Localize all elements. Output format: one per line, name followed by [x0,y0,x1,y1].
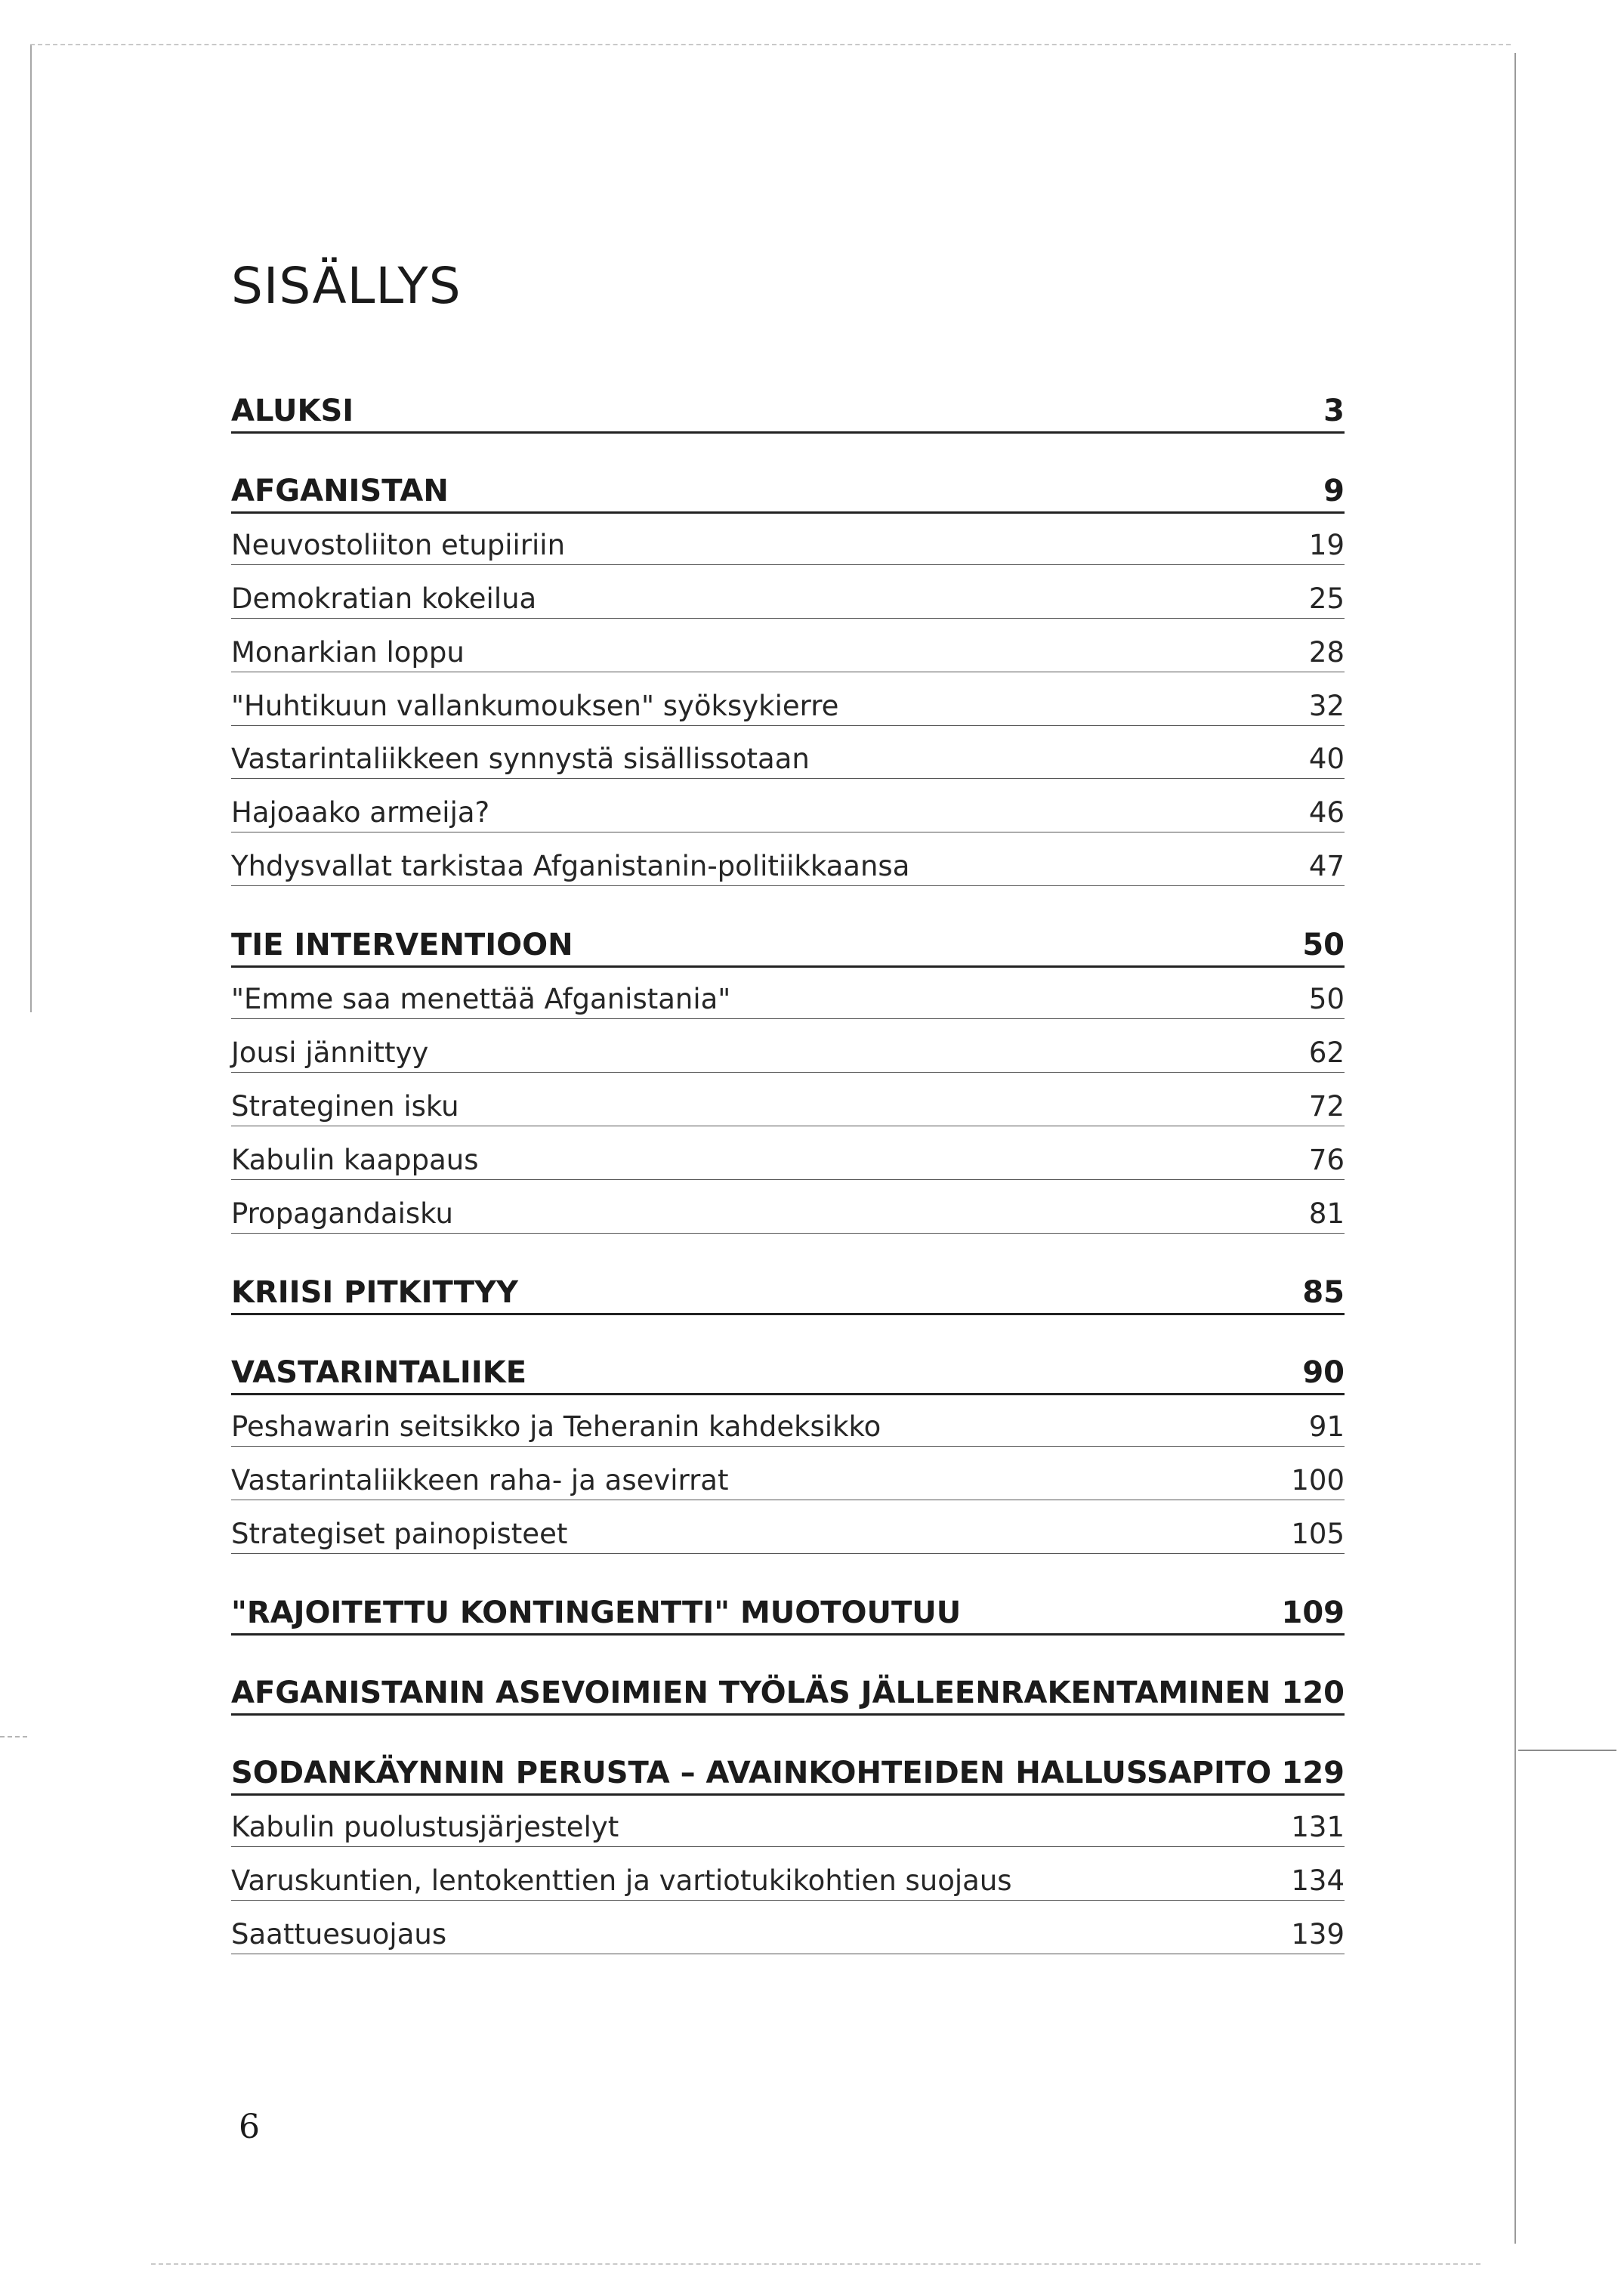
toc-entry-label: Vastarintaliikkeen synnystä sisällissotaan [231,743,810,775]
toc-entry-page: 46 [1308,796,1345,829]
toc-section-row [231,1404,1345,1447]
toc-entry-page: 90 [1302,1355,1345,1390]
toc-entry-page: 9 [1323,474,1345,508]
toc-entry-label: "Emme saa menettää Afganistania" [231,983,731,1015]
toc-entry-page: 109 [1281,1595,1345,1630]
toc-chapter-row [231,1747,1345,1796]
toc-chapter-row [231,1586,1345,1636]
toc-section-row [231,736,1345,779]
toc-entry-page: 120 [1281,1676,1345,1710]
toc-section-row [231,789,1345,832]
toc-entry-label: Saattuesuojaus [231,1918,447,1951]
toc-entry-page: 81 [1308,1197,1345,1230]
toc-chapter-row [231,1266,1345,1315]
toc-entry-page: 25 [1308,582,1345,615]
toc-entry-label: Strateginen isku [231,1090,459,1123]
toc-entry-page: 50 [1302,928,1345,962]
toc-section-row [231,843,1345,886]
scan-edge-right [1514,53,1516,2244]
toc-entry-page: 85 [1302,1275,1345,1310]
toc-entry-page: 40 [1308,743,1345,775]
toc-entry-page: 62 [1308,1036,1345,1069]
toc-entry-page: 3 [1323,394,1345,428]
toc-entry-label: Neuvostoliiton etupiiriin [231,529,566,561]
toc-chapter-row [231,919,1345,968]
toc-entry-label: TIE INTERVENTIOON [231,928,573,962]
toc-entry-label: Hajoaako armeija? [231,796,490,829]
toc-section-row [231,1804,1345,1847]
toc-entry-page: 19 [1308,529,1345,561]
toc-entry-label: Vastarintaliikkeen raha- ja asevirrat [231,1464,729,1497]
toc-entry-page: 100 [1291,1464,1345,1497]
toc-entry-label: AFGANISTANIN ASEVOIMIEN TYÖLÄS JÄLLEENRAKENTAMINEN [231,1676,1271,1710]
toc-entry-page: 129 [1281,1756,1345,1790]
toc-entry-label: Peshawarin seitsikko ja Teheranin kahdeksikko [231,1410,881,1443]
toc-section-row [231,1137,1345,1180]
toc-entry-page: 32 [1308,690,1345,722]
toc-entry-label: Jousi jännittyy [231,1036,429,1069]
toc-section-row [231,1858,1345,1901]
toc-section-row [231,576,1345,619]
scan-edge-bottom [151,2263,1480,2265]
toc-section-row [231,683,1345,726]
toc-section-row [231,629,1345,672]
toc-entry-label: Kabulin puolustusjärjestelyt [231,1811,619,1843]
crop-mark-left [0,1736,27,1737]
toc-section-row [231,1191,1345,1234]
toc-entry-page: 76 [1308,1144,1345,1176]
scan-edge-top [30,44,1511,45]
toc-chapter-row [231,1666,1345,1716]
toc-entry-label: AFGANISTAN [231,474,449,508]
toc-entry-page: 91 [1308,1410,1345,1443]
toc-entry-label: Varuskuntien, lentokenttien ja vartiotukikohtien suojaus [231,1864,1012,1897]
crop-mark-right [1518,1750,1616,1751]
toc-entry-label: VASTARINTALIIKE [231,1355,527,1390]
toc-entry-page: 105 [1291,1518,1345,1550]
toc-section-row [231,1511,1345,1554]
toc-entry-label: Monarkian loppu [231,636,465,669]
toc-chapter-row [231,1346,1345,1395]
toc-entry-label: Yhdysvallat tarkistaa Afganistanin-politiikkaansa [231,850,910,882]
toc-section-row [231,1083,1345,1126]
toc-entry-label: KRIISI PITKITTYY [231,1275,518,1310]
toc-entry-label: Demokratian kokeilua [231,582,537,615]
toc-entry-label: ALUKSI [231,394,354,428]
toc-section-row [231,1457,1345,1500]
toc-entry-label: "RAJOITETTU KONTINGENTTI" MUOTOUTUU [231,1595,962,1630]
toc-section-row [231,976,1345,1019]
page-number: 6 [239,2108,260,2146]
toc-entry-page: 134 [1291,1864,1345,1897]
toc-chapter-row [231,385,1345,434]
toc-entry-page: 139 [1291,1918,1345,1951]
toc-entry-label: Propagandaisku [231,1197,453,1230]
page-title: SISÄLLYS [231,257,462,316]
toc-entry-label: "Huhtikuun vallankumouksen" syöksykierre [231,690,839,722]
toc-entry-label: Strategiset painopisteet [231,1518,568,1550]
toc-entry-page: 28 [1308,636,1345,669]
toc-entry-page: 47 [1308,850,1345,882]
toc-entry-page: 50 [1308,983,1345,1015]
toc-entry-page: 72 [1308,1090,1345,1123]
toc-entry-label: SODANKÄYNNIN PERUSTA – AVAINKOHTEIDEN HALLUSSAPITO [231,1756,1272,1790]
toc-section-row [231,1911,1345,1954]
scan-edge-left [30,45,32,1012]
toc-section-row [231,522,1345,565]
toc-section-row [231,1030,1345,1073]
toc-entry-page: 131 [1291,1811,1345,1843]
toc-chapter-row [231,465,1345,514]
toc-entry-label: Kabulin kaappaus [231,1144,479,1176]
